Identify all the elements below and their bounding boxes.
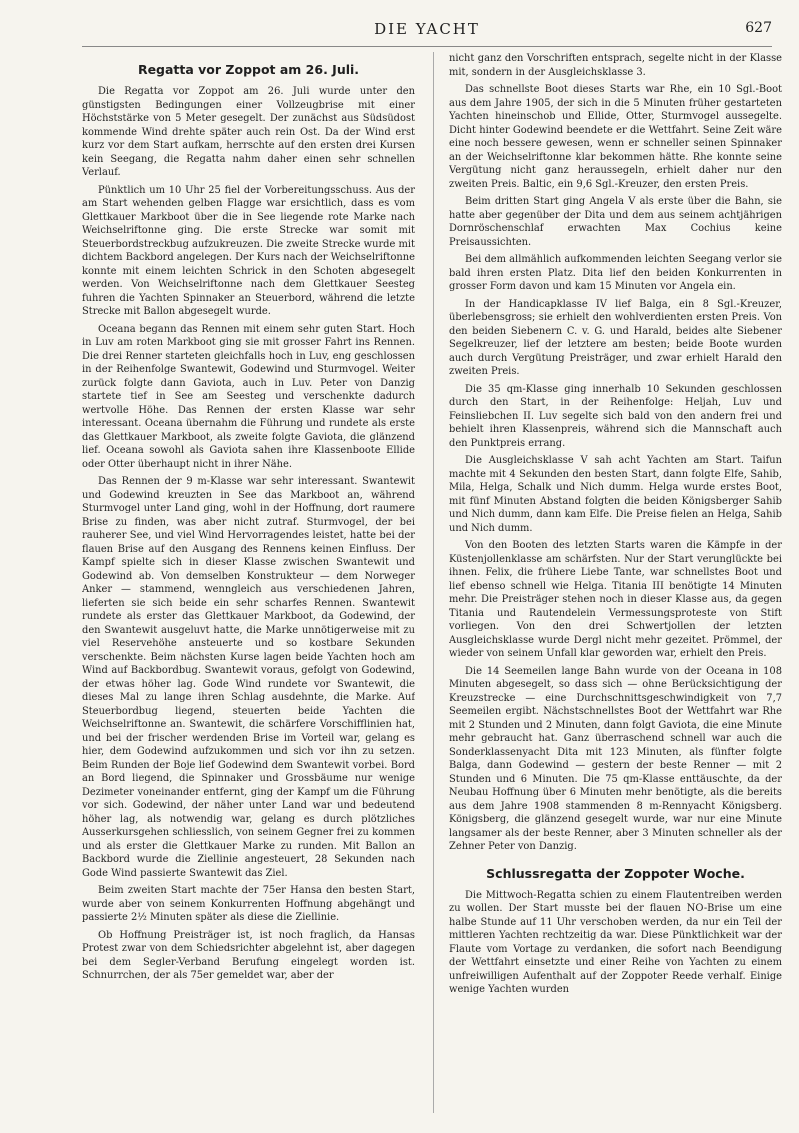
- paragraph: Die Regatta vor Zoppot am 26. Juli wurde unter den günstigsten Bedingungen einer Vollzeugbrise mit einer Höchststärke von 5 Meter gesegelt. Der zunächst aus Südsüdost kommende Wind drehte später auch rein Ost. Da der Wind erst kurz vor dem Start aufkam, herrschte auf den ersten drei Kursen kein Seegang, die Regatta nahm daher einen sehr schnellen Verlauf.: [82, 86, 415, 178]
- paragraph: Ob Hoffnung Preisträger ist, ist noch fraglich, da Hansas Protest zwar von dem Schiedsrichter abgelehnt ist, aber dagegen bei dem Segler-Verband Berufung eingelegt worden ist. Schnurrchen, der als 75er gemeldet war, aber der: [82, 929, 415, 981]
- paragraph: Oceana begann das Rennen mit einem sehr guten Start. Hoch in Luv am roten Markboot ging sie mit grosser Fahrt ins Rennen. Die drei Renner starteten gleichfalls hoch in Luv, eng geschlossen in der Reihenfolge Swantewit, Godewind und Sturmvogel. Weiter zurück folgte dann Gaviota, auch in Luv. Peter von Danzig startete tief in See am Seesteg und verschenkte dadurch wertvolle Höhe. Das Rennen der ersten Klasse war sehr interessant. Oceana übernahm die Führung und rundete als erste das Glettkauer Markboot, als zweite folgte Gaviota, die glänzend lief. Oceana sowohl als Gaviota sahen ihre Klassenboote Ellide oder Otter überhaupt nicht in ihrer Nähe.: [82, 323, 415, 470]
- paragraph: Das schnellste Boot dieses Starts war Rhe, ein 10 Sgl.-Boot aus dem Jahre 1905, der sich in die 5 Minuten früher gestarteten Yachten hineinschob und Ellide, Otter, Sturmvogel aussegelte. Dicht hinter Godewind beendete er die Wettfahrt. Seine Zeit wäre eine noch bessere gewesen, wenn er schneller seinen Spinnaker an der Weichselriftonne klar bekommen hätte. Rhe konnte seine Vergütung nicht ganz heraussegeln, erhielt daher nur den zweiten Preis. Baltic, ein 9,6 Sgl.-Kreuzer, den ersten Preis.: [449, 84, 782, 190]
- paragraph: Pünktlich um 10 Uhr 25 fiel der Vorbereitungsschuss. Aus der am Start wehenden gelben Flagge war ersichtlich, dass es vom Glettkauer Markboot über die in See liegende rote Marke nach Weichselriftonne ging. Die erste Strecke war somit mit Steuerbordstreckbug aufzukreuzen. Die zweite Strecke wurde mit dichtem Backbord angelegen. Der Kurs nach der Weichselriftonne konnte mit einem leichten Schrick in den Schoten abgesegelt werden. Von Weichselriftonne nach dem Glettkauer Seesteg fuhren die Yachten Spinnaker an Steuerbord, während die letzte Strecke mit Ballon abgesegelt wurde.: [82, 184, 415, 317]
- page-number: 627: [745, 20, 772, 36]
- article-heading: Regatta vor Zoppot am 26. Juli.: [137, 62, 360, 77]
- paragraph: Beim zweiten Start machte der 75er Hansa den besten Start, wurde aber von seinem Konkurrenten Hoffnung abgehängt und passierte 2½ Minuten später als diese die Ziellinie.: [82, 885, 415, 923]
- paragraph: In der Handicapklasse IV lief Balga, ein 8 Sgl.-Kreuzer, überlebensgross; sie erhielt den wohlverdienten ersten Preis. Von den beiden Siebenern C. v. G. und Harald, beides alte Siebener Segelkreuzer, lief der letztere am besten; beide Boote wurden auch durch Vergütung Preisträger, und zwar erhielt Harald den zweiten Preis.: [449, 298, 782, 377]
- running-title: DIE YACHT: [374, 20, 480, 38]
- paragraph: Die 35 qm-Klasse ging innerhalb 10 Sekunden geschlossen durch den Start, in der Reihenfolge: Heljah, Luv und Feinsliebchen II. Luv segelte sich bald von den andern frei und behielt ihren Klassenpreis, während sich die Mannschaft auch den Punktpreis errang.: [449, 383, 782, 449]
- paragraph: Die Ausgleichsklasse V sah acht Yachten am Start. Taifun machte mit 4 Sekunden den besten Start, dann folgte Elfe, Sahib, Mila, Helga, Schalk und Nich dumm. Helga wurde erstes Boot, mit fünf Minuten Abstand folgten die beiden Königsberger Sahib und Nich dumm, dann kam Elfe. Die Preise fielen an Helga, Sahib und Nich dumm.: [449, 455, 782, 534]
- left-column: [82, 52, 415, 1115]
- right-column: [449, 52, 782, 1115]
- paragraph: Das Rennen der 9 m-Klasse war sehr interessant. Swantewit und Godewind kreuzten in See das Markboot an, während Sturmvogel unter Land ging, wohl in der Hoffnung, dort raumere Brise zu finden, was aber nicht zutraf. Sturmvogel, der bei rauherer See, und viel Wind Hervorragendes leistet, hatte bei der flauen Brise auf den Ausgang des Rennens keinen Einfluss. Der Kampf spielte sich in dieser Klasse zwischen Swantewit und Godewind ab. Von demselben Konstrukteur — dem Norweger Anker — stammend, wenngleich aus verschiedenen Jahren, lieferten sie sich beide ein sehr scharfes Rennen. Swantewit rundete als erster das Glettkauer Markboot, da Godewind, der den Swantewit ausgeluvt hatte, die Marke unnötigerweise mit zu viel Reservehöhe ansteuerte und so kostbare Sekunden verschenkte. Beim nächsten Kurse lagen beide Yachten hoch am Wind auf Backbordbug. Swantewit voraus, gefolgt von Godewind, der etwas höher lag. Gode Wind rundete vor Swantewit, die dieses Mal zu lange ihren Schlag ausdehnte, die Marke. Auf Steuerbordbug liegend, steuerten beide Yachten die Weichselriftonne an. Swantewit, die schärfere Vorschifflinien hat, und bei der frischer werdenden Brise im Vorteil war, gelang es hier, dem Godewind aufzukommen und sich vor ihn zu setzen. Beim Runden der Boje lief Godewind dem Swantewit vorbei. Bord an Bord liegend, die Spinnaker und Grossbäume nur wenige Dezimeter voneinander entfernt, ging der Kampf um die Führung vor sich. Godewind, der näher unter Land war und bedeutend höher lag, als notwendig war, gelang es durch plötzliches Ausserkursgehen schliesslich, von seinem Gegner frei zu kommen und als erster die Glettkauer Marke zu runden. Mit Ballon an Backbord wurde die Ziellinie angesteuert, 28 Sekunden nach Gode Wind passierte Swantewit das Ziel.: [82, 476, 415, 879]
- paragraph: Die 14 Seemeilen lange Bahn wurde von der Oceana in 108 Minuten abgesegelt, so dass sich — ohne Berücksichtigung der Kreuzstrecke — eine Durchschnittsgeschwindigkeit von 7,7 Seemeilen ergibt. Nächstschnellstes Boot der Wettfahrt war Rhe mit 2 Stunden und 2 Minuten, dann folgt Gaviota, die eine Minute mehr gebraucht hat. Ganz überraschend schnell war auch die Sonderklassenyacht Dita mit 123 Minuten, als fünfter folgte Balga, dann Godewind — gestern der beste Renner — mit 2 Stunden und 6 Minuten. Die 75 qm-Klasse enttäuschte, da der Neubau Hoffnung über 6 Minuten mehr benötigte, als die bereits aus dem Jahre 1908 stammenden 8 m-Rennyacht Königsberg. Königsberg, die glänzend gesegelt wurde, war nur eine Minute langsamer als der beste Renner, aber 3 Minuten schneller als der Zehner Peter von Danzig.: [449, 665, 782, 852]
- paragraph-continuation: nicht ganz den Vorschriften entsprach, segelte nicht in der Klasse mit, sondern in der Ausgleichsklasse 3.: [449, 53, 782, 78]
- header-rule: [82, 46, 772, 47]
- paragraph: Bei dem allmählich aufkommenden leichten Seegang verlor sie bald ihren ersten Platz. Dita lief den beiden Konkurrenten in grosser Form davon und kam 15 Minuten vor Angela ein.: [449, 254, 782, 292]
- paragraph: Beim dritten Start ging Angela V als erste über die Bahn, sie hatte aber gegenüber der Dita und dem aus seinem achtjährigen Dornröschenschlaf erwachten Max Cochius keine Preisaussichten.: [449, 196, 782, 248]
- page-header: [82, 18, 772, 44]
- paragraph: Von den Booten des letzten Starts waren die Kämpfe in der Küstenjollenklasse am schärfsten. Nur der Start verunglückte bei ihnen. Felix, die frühere Liebe Tante, war schnellstes Boot und lief ebenso schnell wie Helga. Titania III benötigte 14 Minuten mehr. Die Preisträger stehen noch in dieser Klasse aus, da gegen Titania und Rautendelein Vermessungsproteste von Stift vorliegen. Von den drei Schwertjollen der letzten Ausgleichsklasse wurde Dergl nicht mehr gezeitet. Prömmel, der wieder von seinem Unfall klar geworden war, erhielt den Preis.: [449, 540, 782, 659]
- article-heading: Schlussregatta der Zoppoter Woche.: [486, 865, 745, 881]
- paragraph: Die Mittwoch-Regatta schien zu einem Flautentreiben werden zu wollen. Der Start musste bei der flauen NO-Brise um eine halbe Stunde auf 11 Uhr verschoben werden, da nur ein Teil der mittleren Yachten rechtzeitig da war. Diese Pünktlichkeit war der Flaute vom Vortage zu verdanken, die sofort nach Beendigung der Wettfahrt einsetzte und einer Reihe von Yachten zu einem unfreiwilligen Aufenthalt auf der Zoppoter Reede verhalf. Einige wenige Yachten wurden: [449, 889, 782, 995]
- column-divider: [433, 52, 434, 1113]
